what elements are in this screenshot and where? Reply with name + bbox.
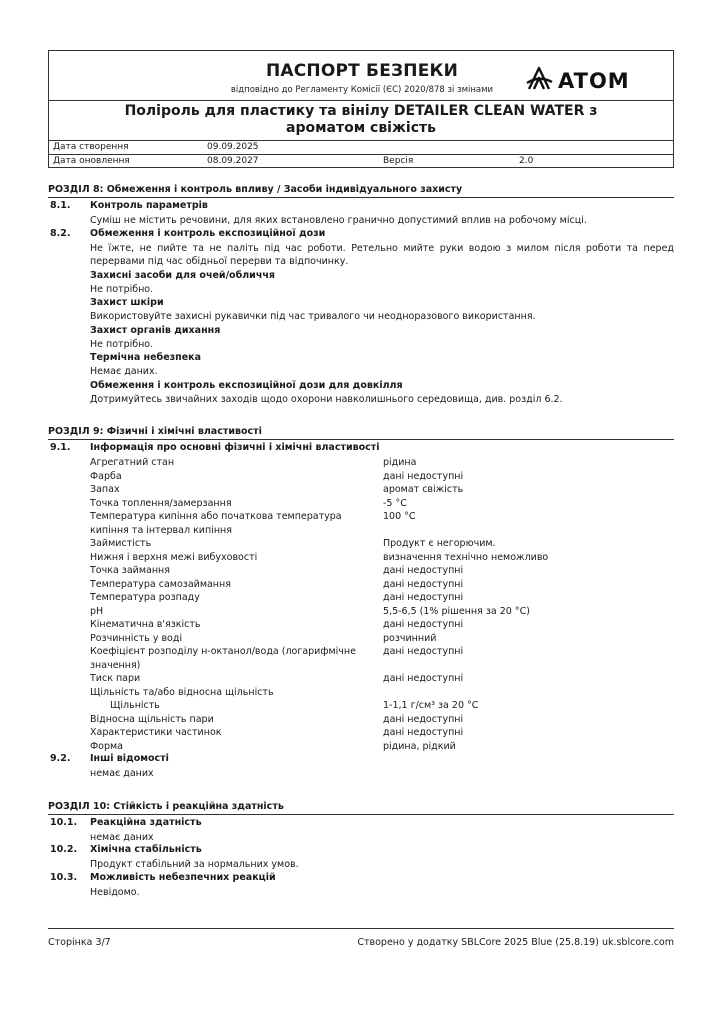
created-value: 09.09.2025 (207, 142, 259, 152)
property-name: Температура самозаймання (90, 578, 231, 590)
property-row (48, 497, 674, 511)
property-name: Відносна щільність пари (90, 713, 214, 725)
property-value: рідина (383, 457, 417, 468)
created-row (49, 141, 673, 155)
property-row (48, 605, 674, 619)
property-value: дані недоступні (383, 727, 464, 738)
subsection-9-1 (48, 442, 674, 456)
property-name: Розчинність у воді (90, 632, 183, 644)
paragraph: Суміш не містить речовини, для яких встановлено гранично допустимий вплив на робочому місці. (90, 215, 587, 226)
footer-divider (48, 928, 674, 929)
subsection-number: 10.1. (50, 816, 78, 828)
property-name: pH (90, 605, 104, 617)
eye-protection-text: Не потрібно. (90, 283, 154, 295)
atom-logo (525, 63, 663, 93)
property-name: Агрегатний стан (90, 457, 175, 468)
document-subtitle: відповідно до Регламенту Комісії (ЄС) 2020/878 зі змінами (230, 85, 494, 95)
property-row (48, 699, 674, 713)
subsection-number: 8.2. (50, 227, 71, 239)
subsection-title: Можливість небезпечних реакцій (90, 871, 276, 883)
property-name: Характеристики частинок (90, 727, 222, 738)
skin-protection-heading: Захист шкіри (90, 297, 164, 308)
subsection-10-1 (48, 817, 674, 831)
updated-value: 08.09.2027 (207, 156, 259, 166)
property-value: 5,5-6,5 (1% рішення за 20 °C) (383, 605, 530, 617)
property-row (48, 456, 674, 470)
subsection-title: Інформація про основні фізичні і хімічні властивості (90, 442, 380, 453)
property-name: Коефіцієнт розподілу н-октанол/вода (логарифмічне значення) (90, 646, 356, 671)
updated-label: Дата оновлення (53, 156, 130, 166)
property-value: дані недоступні (383, 713, 464, 725)
updated-row (49, 155, 673, 169)
section-9-title: РОЗДІЛ 9: Фізичні і хімічні властивості (48, 426, 674, 440)
respiratory-protection-text: Не потрібно. (90, 338, 154, 350)
subsection-number: 10.3. (50, 871, 78, 883)
property-row (48, 537, 674, 551)
property-row (48, 740, 674, 754)
property-name: Форма (90, 740, 124, 752)
property-row (48, 672, 674, 686)
property-value: 100 °C (383, 511, 416, 522)
property-value: дані недоступні (383, 565, 464, 576)
property-value: дані недоступні (383, 592, 464, 603)
respiratory-protection-heading: Захист органів дихання (90, 324, 221, 336)
property-name: Точка топлення/замерзання (90, 497, 232, 509)
paragraph: немає даних (90, 831, 154, 843)
property-name: Точка займання (90, 565, 170, 576)
property-value: -5 °C (383, 497, 407, 509)
paragraph: Не їжте, не пийте та не паліть під час роботи. Ретельно мийте руки водою з милом після роботи та перед перервами під час обідньої перерви та відпочинку. (90, 242, 674, 267)
property-value: дані недоступні (383, 470, 464, 482)
property-row (48, 713, 674, 727)
property-row (48, 686, 674, 700)
property-row (48, 618, 674, 632)
logo-text: ATOM (558, 69, 630, 93)
property-name: Фарба (90, 470, 122, 482)
created-label: Дата створення (53, 142, 129, 152)
subsection-title: Інші відомості (90, 753, 169, 764)
property-row (48, 726, 674, 740)
page-number: Сторінка 3/7 (48, 937, 111, 948)
property-name: Температура розпаду (90, 592, 200, 603)
property-name: Температура кипіння або початкова температура кипіння та інтервал кипіння (90, 511, 342, 536)
property-name: Нижня і верхня межі вибуховості (90, 551, 258, 563)
subsection-9-2 (48, 753, 674, 767)
property-row (48, 551, 674, 565)
property-name: Кінематична в'язкість (90, 619, 201, 630)
property-row (48, 645, 674, 672)
subsection-8-2 (48, 228, 674, 242)
property-name: Щільність (110, 700, 160, 711)
subsection-10-2 (48, 844, 674, 858)
property-value: дані недоступні (383, 646, 464, 657)
property-value: дані недоступні (383, 619, 464, 630)
eye-protection-heading: Захисні засоби для очей/обличчя (90, 269, 275, 281)
property-value: розчинний (383, 632, 437, 644)
environment-exposure-heading: Обмеження і контроль експозиційної дози для довкілля (90, 379, 403, 391)
paragraph: немає даних (90, 768, 154, 779)
subsection-title: Хімічна стабільність (90, 844, 202, 855)
property-value: аромат свіжість (383, 484, 464, 495)
product-name-row (49, 101, 673, 141)
properties-table (48, 456, 674, 753)
property-row (48, 483, 674, 497)
subsection-title: Реакційна здатність (90, 816, 202, 828)
subsection-title: Обмеження і контроль експозиційної дози (90, 227, 326, 239)
skin-protection-text: Використовуйте захисні рукавички під час тривалого чи неодноразового використання. (90, 311, 536, 322)
property-value: дані недоступні (383, 673, 464, 684)
property-name: Щільність та/або відносна щільність (90, 686, 274, 698)
property-value: дані недоступні (383, 578, 464, 590)
property-row (48, 510, 674, 537)
atom-logo-icon (525, 63, 663, 93)
subsection-number: 9.2. (50, 753, 71, 764)
subsection-number: 9.1. (50, 442, 71, 453)
property-name: Тиск пари (90, 673, 141, 684)
section-10-title: РОЗДІЛ 10: Стійкість і реакційна здатність (48, 801, 674, 815)
property-value: визначення технічно неможливо (383, 551, 549, 563)
subsection-title: Контроль параметрів (90, 200, 208, 211)
thermal-hazard-text: Немає даних. (90, 366, 158, 377)
subsection-number: 8.1. (50, 200, 71, 211)
thermal-hazard-heading: Термічна небезпека (90, 352, 202, 363)
header-title-row (49, 51, 673, 101)
property-row (48, 578, 674, 592)
property-row (48, 591, 674, 605)
section-8-title: РОЗДІЛ 8: Обмеження і контроль впливу / Засоби індивідуального захисту (48, 184, 674, 198)
version-label: Версія (383, 156, 414, 166)
document-header (48, 50, 674, 168)
document-title: ПАСПОРТ БЕЗПЕКИ (265, 61, 459, 81)
property-value: 1-1,1 г/см³ за 20 °C (383, 700, 479, 711)
generator-note: Створено у додатку SBLCore 2025 Blue (25.8.19) uk.sblcore.com (357, 937, 674, 948)
property-name: Займистість (90, 538, 152, 549)
paragraph: Продукт стабільний за нормальних умов. (90, 859, 299, 870)
environment-exposure-text: Дотримуйтесь звичайних заходів щодо охорони навколишнього середовища, див. розділ 6.2. (90, 393, 563, 405)
property-row (48, 564, 674, 578)
property-row (48, 632, 674, 646)
paragraph: Невідомо. (90, 886, 140, 898)
version-value: 2.0 (519, 156, 534, 166)
product-name: Поліроль для пластику та вінілу DETAILER CLEAN WATER з ароматом свіжість (124, 103, 598, 136)
property-name: Запах (90, 484, 120, 495)
property-value: рідина, рідкий (383, 740, 456, 752)
subsection-10-3 (48, 872, 674, 886)
document-content (48, 184, 674, 899)
property-row (48, 470, 674, 484)
property-value: Продукт є негорючим. (383, 538, 496, 549)
subsection-8-1 (48, 200, 674, 214)
subsection-number: 10.2. (50, 844, 78, 855)
